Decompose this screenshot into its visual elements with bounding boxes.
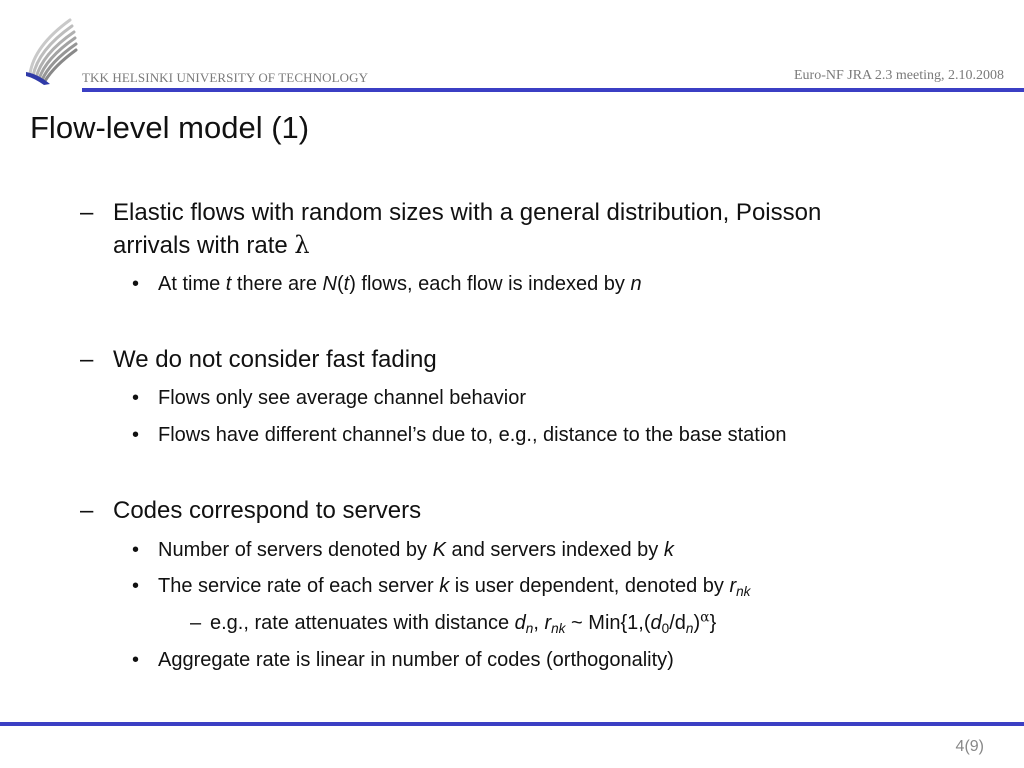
header-rule xyxy=(82,88,1024,92)
bullet-marker: • xyxy=(132,273,140,295)
institution-name: TKK HELSINKI UNIVERSITY OF TECHNOLOGY xyxy=(82,70,369,85)
dash-marker: – xyxy=(190,612,202,634)
item-text: We do not consider fast fading xyxy=(113,346,437,373)
item-text: At time t there are N(t) flows, each flow is indexed by n xyxy=(158,273,642,295)
bullet-marker: • xyxy=(132,387,140,409)
slide-title: Flow-level model (1) xyxy=(30,110,310,145)
item-text: arrivals with rate λ xyxy=(113,231,310,259)
item-text: Flows only see average channel behavior xyxy=(158,387,526,409)
item-text: Aggregate rate is linear in number of codes (orthogonality) xyxy=(158,649,674,671)
item-text: Flows have different channel’s due to, e.g., distance to the base station xyxy=(158,424,787,446)
page-number: 4(9) xyxy=(955,738,984,755)
lambda-symbol: λ xyxy=(294,231,310,259)
item-text: Number of servers denoted by K and servers indexed by k xyxy=(158,539,674,561)
item-text: Elastic flows with random sizes with a general distribution, Poisson xyxy=(113,199,822,226)
item-text: The service rate of each server k is user dependent, denoted by $r_{nk}$ xyxy=(158,575,751,600)
item-text: Codes correspond to servers xyxy=(113,497,422,524)
dash-marker: – xyxy=(80,497,94,524)
bullet-marker: • xyxy=(132,424,140,446)
item-text: e.g., rate attenuates with distance $d_n$, $r_{nk}$ ~ $Min\{1,(d_0/d_n)^\alpha\}$ xyxy=(210,609,717,637)
bullet-marker: • xyxy=(132,575,140,597)
footer-rule xyxy=(0,722,1024,726)
tkk-logo xyxy=(24,16,78,86)
bullet-marker: • xyxy=(132,649,140,671)
event-name: Euro-NF JRA 2.3 meeting, 2.10.2008 xyxy=(794,68,1004,83)
dash-marker: – xyxy=(80,346,94,373)
bullet-marker: • xyxy=(132,539,140,561)
dash-marker: – xyxy=(80,199,94,226)
